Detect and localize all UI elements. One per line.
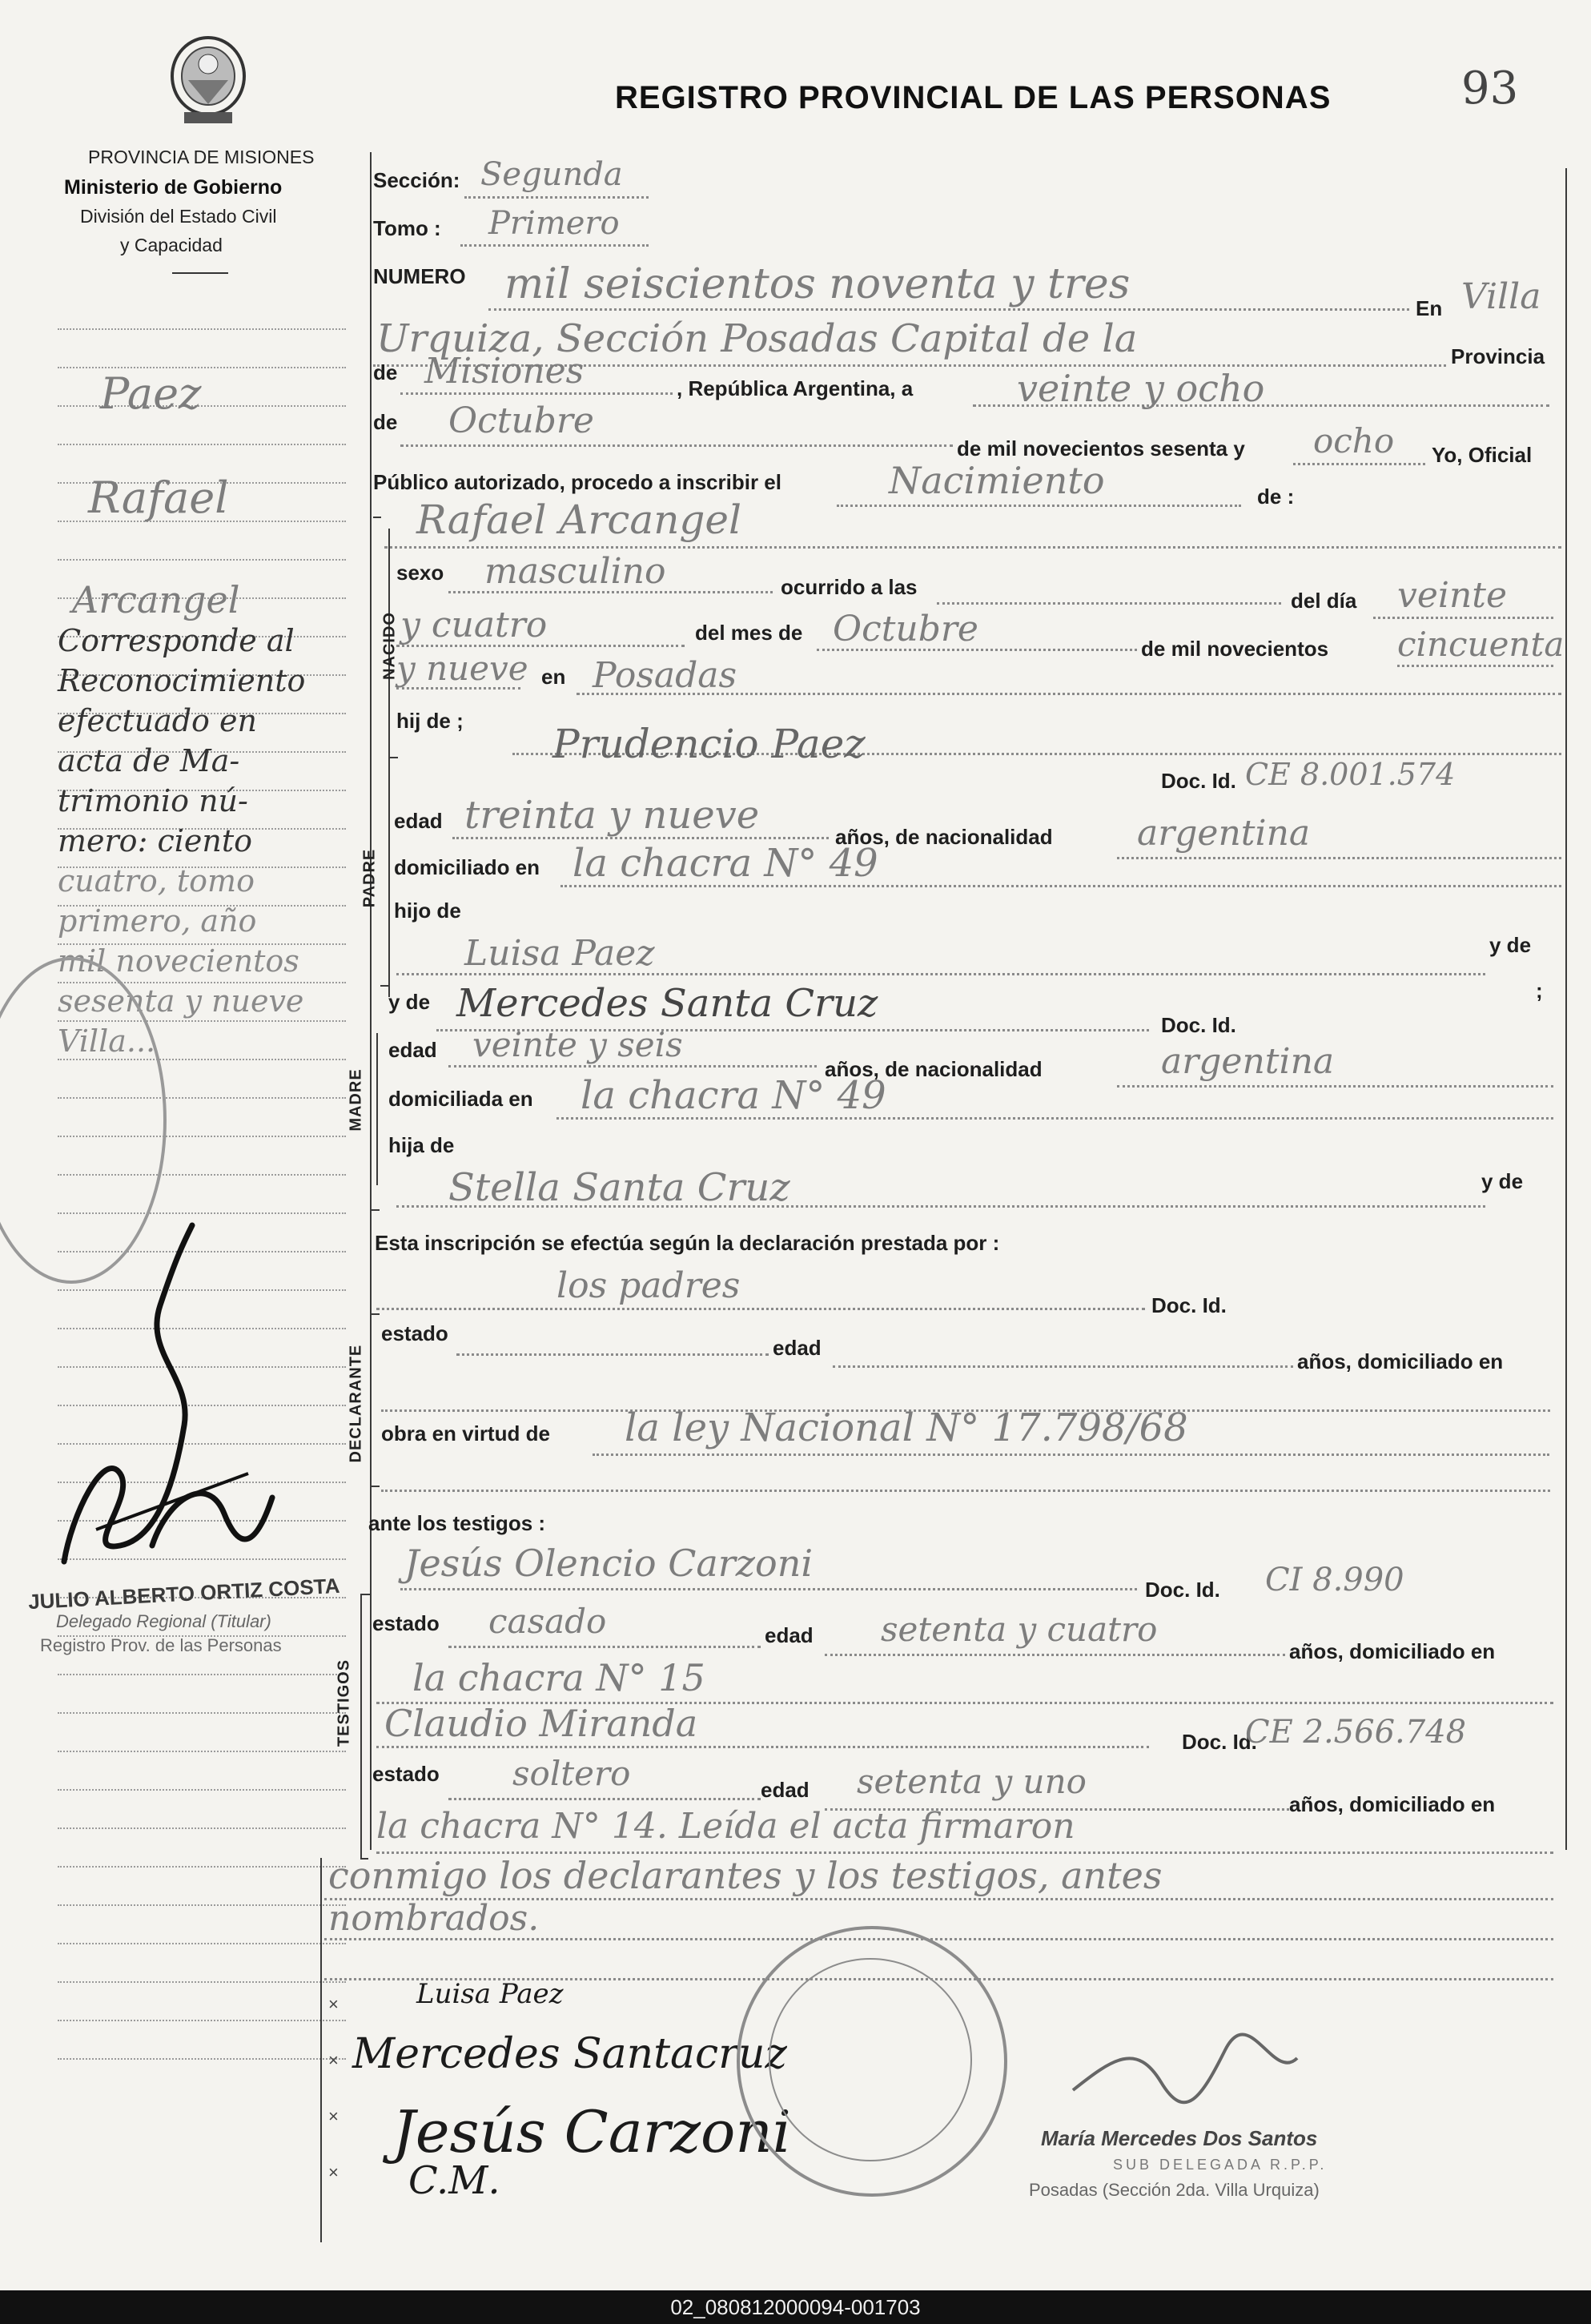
signature-x-mark: × bbox=[328, 2106, 339, 2126]
margin-note-line: sesenta y nueve bbox=[58, 983, 304, 1019]
value-testigo2-edad: setenta y uno bbox=[857, 1762, 1087, 1801]
margin-note-line: Villa... bbox=[58, 1023, 156, 1059]
margin-note-line: mil novecientos bbox=[58, 943, 299, 979]
value-cierre-1: conmigo los declarantes y los testigos, antes bbox=[328, 1854, 1163, 1897]
margin-line bbox=[58, 1981, 346, 1983]
label-estado-testigo2: estado bbox=[372, 1762, 440, 1786]
value-padre: Prudencio Paez bbox=[552, 721, 866, 767]
margin-note-line: Corresponde al bbox=[58, 623, 295, 658]
label-edad-testigo2: edad bbox=[761, 1778, 810, 1802]
label-del-mes: del mes de bbox=[695, 621, 803, 645]
margin-note-line: Reconocimiento bbox=[58, 663, 306, 698]
value-madre-edad: veinte y seis bbox=[472, 1025, 683, 1064]
label-edad-declarante: edad bbox=[773, 1336, 822, 1360]
header-divider bbox=[172, 272, 228, 274]
value-testigo1-dom: la chacra N° 15 bbox=[412, 1656, 705, 1699]
value-dia-nac: veinte bbox=[1397, 575, 1508, 616]
label-seccion: Sección: bbox=[373, 168, 460, 192]
label-doc-testigo1: Doc. Id. bbox=[1145, 1578, 1220, 1602]
value-testigo1: Jesús Olencio Carzoni bbox=[404, 1542, 814, 1585]
side-label-nacido: NACIDO bbox=[380, 612, 399, 680]
label-nacionalidad-madre: años, de nacionalidad bbox=[825, 1057, 1043, 1081]
label-tomo: Tomo : bbox=[373, 216, 441, 240]
label-de-mil-sesenta: de mil novecientos sesenta y bbox=[957, 436, 1245, 460]
margin-line bbox=[58, 1789, 346, 1791]
value-declarante: los padres bbox=[556, 1265, 741, 1306]
value-provincia: Misiones bbox=[424, 351, 585, 392]
label-de-colon: de : bbox=[1257, 485, 1295, 509]
label-yo-oficial: Yo, Oficial bbox=[1432, 443, 1533, 467]
signature-3: Jesús Carzoni bbox=[392, 2098, 791, 2165]
value-madre-dom: la chacra N° 49 bbox=[581, 1073, 886, 1118]
signature-x-mark: × bbox=[328, 1994, 339, 2014]
label-semicolon: ; bbox=[1536, 979, 1543, 1003]
form-left-border bbox=[370, 152, 372, 1850]
value-nombre: Rafael Arcangel bbox=[416, 497, 742, 543]
margin-line bbox=[58, 1943, 346, 1944]
label-domicilio-madre: domiciliada en bbox=[388, 1087, 533, 1111]
margin-nombre-2: Arcangel bbox=[72, 578, 240, 621]
label-doc-padre: Doc. Id. bbox=[1161, 769, 1236, 793]
side-label-madre: MADRE bbox=[347, 1068, 365, 1132]
value-testigo1-doc: CI 8.990 bbox=[1265, 1562, 1404, 1598]
margin-official-registry: Registro Prov. de las Personas bbox=[40, 1635, 282, 1655]
label-edad-testigo1: edad bbox=[765, 1623, 814, 1647]
label-hija-madre: hija de bbox=[388, 1133, 455, 1157]
value-hora: y cuatro bbox=[400, 605, 548, 645]
official-place: Posadas (Sección 2da. Villa Urquiza) bbox=[1029, 2180, 1320, 2200]
coat-of-arms-icon bbox=[164, 32, 252, 132]
margin-line bbox=[58, 1751, 346, 1752]
value-testigo2-doc: CE 2.566.748 bbox=[1245, 1714, 1467, 1751]
label-provincia: Provincia bbox=[1451, 344, 1545, 368]
value-padre-doc: CE 8.001.574 bbox=[1245, 757, 1456, 792]
label-de-mil: de mil novecientos bbox=[1141, 637, 1329, 661]
label-hijo-de: hij de ; bbox=[396, 709, 464, 733]
margin-nombre: Rafael bbox=[88, 472, 229, 523]
margin-line bbox=[58, 1674, 346, 1675]
value-mes-nac: Octubre bbox=[833, 609, 978, 649]
ministry-name: Ministerio de Gobierno bbox=[64, 176, 283, 199]
label-hijo-padre: hijo de bbox=[394, 899, 461, 923]
division-capacity: y Capacidad bbox=[120, 235, 223, 255]
signature-x-mark: × bbox=[328, 2162, 339, 2182]
margin-line bbox=[58, 1904, 346, 1906]
margin-line bbox=[58, 1827, 346, 1829]
madre-bracket bbox=[376, 1033, 378, 1185]
label-doc-madre: Doc. Id. bbox=[1161, 1013, 1236, 1037]
label-y-de-madre: y de bbox=[388, 990, 431, 1014]
margin-note-line: mero: ciento bbox=[58, 823, 252, 858]
province-name: PROVINCIA DE MISIONES bbox=[88, 147, 315, 167]
margin-official-title: Delegado Regional (Titular) bbox=[56, 1611, 271, 1631]
testigos-bracket bbox=[360, 1594, 362, 1858]
margin-line bbox=[58, 444, 346, 445]
side-label-testigos: TESTIGOS bbox=[335, 1659, 353, 1747]
margin-line bbox=[58, 328, 346, 330]
value-fecha-mes: Octubre bbox=[448, 400, 594, 441]
value-cierre-2: nombrados. bbox=[328, 1898, 540, 1939]
value-seccion: Segunda bbox=[480, 156, 623, 193]
signature-4: C.M. bbox=[408, 2158, 500, 2203]
label-anos-dom-testigo2: años, domiciliado en bbox=[1289, 1792, 1496, 1816]
value-testigo2-estado: soltero bbox=[512, 1754, 631, 1793]
division-name: División del Estado Civil bbox=[80, 206, 277, 227]
official-title: SUB DELEGADA R.P.P. bbox=[1113, 2157, 1328, 2173]
value-anio-nac-2: y nueve bbox=[396, 649, 528, 688]
value-testigo1-edad: setenta y cuatro bbox=[881, 1610, 1158, 1649]
label-esta-inscripcion: Esta inscripción se efectúa según la declaración prestada por : bbox=[375, 1231, 1000, 1255]
label-sexo: sexo bbox=[396, 561, 444, 585]
label-de-2: de bbox=[373, 410, 398, 434]
label-en-lugar: en bbox=[541, 665, 566, 689]
signature-margin-line bbox=[320, 1858, 322, 2242]
margin-note-line: efectuado en bbox=[58, 703, 257, 738]
label-domicilio-padre: domiciliado en bbox=[394, 855, 540, 879]
label-republica: , República Argentina, a bbox=[677, 376, 914, 400]
side-label-declarante: DECLARANTE bbox=[347, 1344, 365, 1463]
label-ante-testigos: ante los testigos : bbox=[368, 1511, 546, 1535]
value-padre-nac: argentina bbox=[1137, 813, 1311, 854]
label-de-1: de bbox=[373, 360, 398, 384]
label-anos-dom-declarante: años, domiciliado en bbox=[1297, 1349, 1504, 1373]
value-padre-hijo-de: Luisa Paez bbox=[464, 933, 655, 974]
form-right-border bbox=[1565, 168, 1567, 1850]
label-doc-testigo2: Doc. Id. bbox=[1182, 1730, 1257, 1754]
signature-2: Mercedes Santacruz bbox=[352, 2030, 787, 2078]
label-del-dia: del día bbox=[1291, 589, 1357, 613]
value-testigo2-dom: la chacra N° 14. Leída el acta firmaron bbox=[376, 1806, 1075, 1847]
label-edad-madre: edad bbox=[388, 1038, 437, 1062]
value-numero: mil seiscientos noventa y tres bbox=[504, 260, 1131, 308]
value-acto: Nacimiento bbox=[889, 459, 1105, 502]
label-nacionalidad-padre: años, de nacionalidad bbox=[835, 825, 1053, 849]
official-name: María Mercedes Dos Santos bbox=[1041, 2126, 1318, 2150]
label-numero: NUMERO bbox=[373, 264, 466, 288]
label-publico: Público autorizado, procedo a inscribir el bbox=[373, 470, 781, 494]
page-number: 93 bbox=[1461, 62, 1519, 115]
signature-1: Luisa Paez bbox=[416, 1978, 564, 2010]
margin-note-line: cuatro, tomo bbox=[58, 863, 255, 899]
label-y-de-padre: y de bbox=[1489, 933, 1532, 957]
padre-bracket bbox=[388, 757, 390, 997]
value-anio-nac: cincuenta bbox=[1397, 625, 1565, 664]
value-sexo: masculino bbox=[484, 551, 666, 592]
margin-signature bbox=[48, 1209, 288, 1594]
image-id-footer: 02_080812000094-001703 bbox=[0, 2290, 1591, 2324]
value-lugar-nac: Posadas bbox=[593, 655, 737, 696]
margin-line bbox=[58, 2020, 346, 2021]
page-title: REGISTRO PROVINCIAL DE LAS PERSONAS bbox=[615, 80, 1332, 115]
side-label-padre: PADRE bbox=[360, 848, 379, 908]
label-anos-dom-testigo1: años, domiciliado en bbox=[1289, 1639, 1496, 1663]
value-padre-edad: treinta y nueve bbox=[464, 793, 760, 838]
margin-official-name: JULIO ALBERTO ORTIZ COSTA bbox=[27, 1573, 341, 1614]
label-edad-padre: edad bbox=[394, 809, 443, 833]
margin-line bbox=[58, 1712, 346, 1714]
value-fecha-anio: ocho bbox=[1313, 421, 1395, 460]
signature-x-mark: × bbox=[328, 2050, 339, 2070]
margin-line bbox=[58, 2058, 346, 2060]
value-fecha-dia: veinte y ocho bbox=[1017, 367, 1265, 410]
value-lugar2: Urquiza, Sección Posadas Capital de la bbox=[376, 316, 1138, 361]
margin-line bbox=[58, 559, 346, 561]
value-madre-hija-de: Stella Santa Cruz bbox=[448, 1165, 790, 1210]
label-estado-testigo1: estado bbox=[372, 1611, 440, 1635]
margin-apellido: Paez bbox=[100, 368, 202, 419]
value-lugar: Villa bbox=[1461, 276, 1541, 317]
official-signature bbox=[1065, 2026, 1305, 2122]
margin-note-line: acta de Ma- bbox=[58, 743, 240, 778]
label-en: En bbox=[1416, 296, 1443, 320]
label-estado-declarante: estado bbox=[381, 1321, 448, 1345]
value-ley: la ley Nacional N° 17.798/68 bbox=[625, 1405, 1188, 1450]
declarante-bracket bbox=[370, 1313, 372, 1486]
value-padre-dom: la chacra N° 49 bbox=[573, 841, 878, 886]
label-doc-declarante: Doc. Id. bbox=[1151, 1293, 1227, 1317]
label-obra: obra en virtud de bbox=[381, 1421, 550, 1445]
margin-note-line: primero, año bbox=[58, 903, 257, 939]
value-madre-nac: argentina bbox=[1161, 1041, 1335, 1082]
value-madre: Mercedes Santa Cruz bbox=[456, 981, 878, 1026]
label-ocurrido: ocurrido a las bbox=[781, 575, 918, 599]
margin-line bbox=[58, 1866, 346, 1868]
value-testigo2: Claudio Miranda bbox=[384, 1702, 698, 1745]
value-testigo1-estado: casado bbox=[488, 1602, 607, 1641]
margin-note-line: trimonio nú- bbox=[58, 783, 248, 818]
value-tomo: Primero bbox=[488, 205, 620, 242]
label-y-de-madre-2: y de bbox=[1481, 1169, 1524, 1193]
